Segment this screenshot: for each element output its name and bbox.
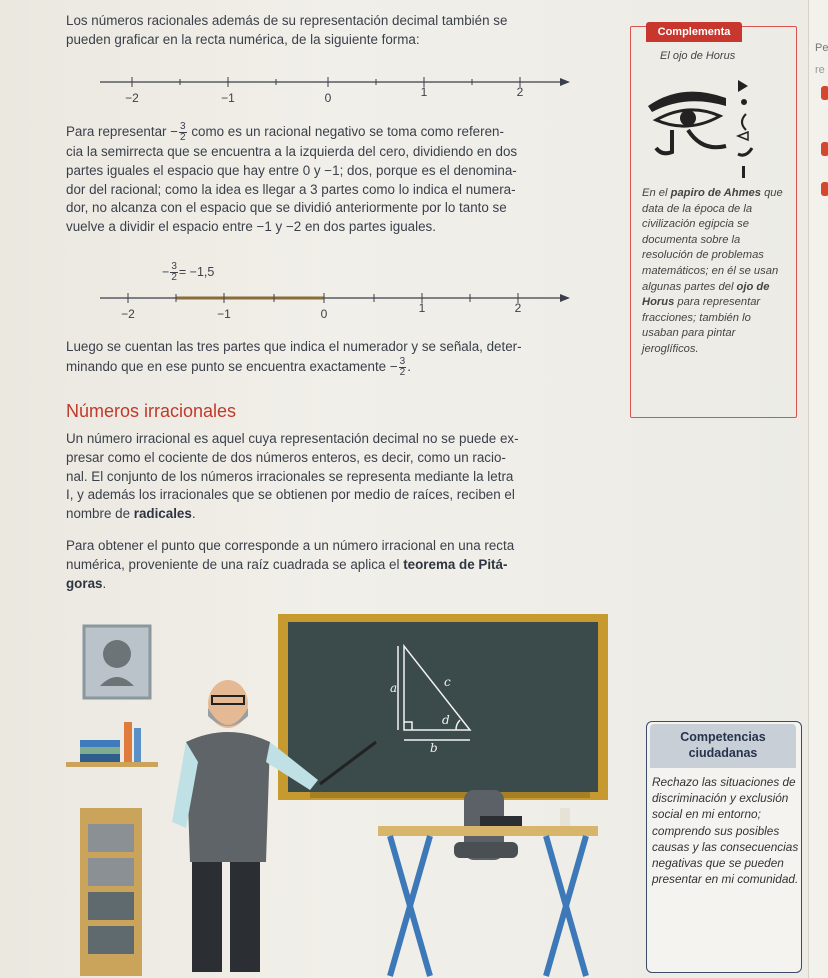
label-c: c [444, 675, 451, 689]
fraction-numerator: 3 [171, 261, 177, 272]
classroom-illustration [60, 612, 620, 978]
edge-text: re [815, 64, 825, 76]
adjacent-page-edge [808, 0, 828, 978]
para4-text: Para obtener el punto que corresponde a un número irracional en una recta [66, 538, 515, 553]
bookshelf [66, 722, 158, 767]
para2-text: . [407, 358, 411, 374]
tick-label: 1 [420, 85, 428, 99]
fraction-numerator: 3 [180, 121, 186, 132]
label-value: = −1,5 [178, 264, 215, 279]
edge-text: Pe [815, 42, 828, 54]
complementa-text-part: que data de la época de la civilización egipcia se documenta sobre la resolución de problemas matemáticos; en él se usan algunas partes del [642, 187, 783, 293]
para1-text: vuelve a dividir el espacio entre −1 y −2 en dos partes iguales. [66, 219, 436, 235]
edge-marker [821, 182, 828, 196]
fraction-denominator: 2 [180, 132, 186, 143]
fraction-value-label [162, 262, 214, 283]
number-line-mid [70, 284, 580, 326]
para2-text: Luego se cuentan las tres partes que indica el numerador y se señala, deter- [66, 339, 522, 354]
para3-text: nombre de [66, 506, 134, 522]
complementa-tab: Complementa [646, 22, 742, 42]
tick-label: −1 [217, 307, 231, 321]
paragraph-racional-negativo [66, 122, 626, 237]
para3-text: Un número irracional es aquel cuya representación decimal no se puede ex- [66, 431, 519, 446]
paragraph-conclusion [66, 338, 626, 378]
fraction [179, 122, 187, 143]
competencias-title: ciudadanas [688, 746, 758, 760]
complementa-text-part: para representar fracciones; también lo usaban para pintar jeroglíficos. [642, 296, 761, 355]
complementa-text [642, 186, 790, 358]
desk-and-chair [378, 790, 598, 976]
tick-label: 0 [320, 307, 328, 321]
para3-text: I, y además los irracionales que se obtienen por medio de raíces, reciben el [66, 487, 515, 503]
tick-label: 2 [514, 301, 522, 315]
fraction [399, 357, 407, 378]
para3-text: presar como el cociente de dos números enteros, es decir, como un racio- [66, 449, 506, 465]
eye-of-horus-illustration [642, 72, 792, 182]
intro-line-1: Los números racionales además de su representación decimal también se [66, 13, 508, 28]
cabinet [80, 808, 142, 976]
intro-line-2: pueden graficar en la recta numérica, de la siguiente forma: [66, 31, 420, 47]
para3-text: . [191, 506, 196, 522]
para4-text: numérica, proveniente de una raíz cuadrada se aplica el [66, 556, 404, 572]
section-heading: Números irracionales [66, 401, 237, 421]
edge-marker [821, 86, 828, 100]
label-a: a [390, 681, 398, 695]
para1-text: como es un racional negativo se toma como referen- [187, 124, 504, 140]
label-b: b [430, 741, 438, 755]
tick-label: 1 [418, 301, 426, 315]
competencias-title: Competencias [680, 730, 766, 744]
tick-label: 2 [516, 85, 524, 99]
tick-label: −2 [121, 307, 135, 321]
term-teorema: teorema de Pitá- [403, 556, 508, 572]
fraction-numerator: 3 [399, 355, 406, 367]
para2-text: minando que en ese punto se encuentra exactamente − [66, 358, 398, 374]
term-radicales: radicales [133, 506, 192, 522]
para1-text: partes iguales el espacio que hay entre 0 y −1; dos, porque es el denomina- [66, 162, 517, 178]
para1-text: dor, no alcanza con el espacio que se dividió anteriormente por lo tanto se [66, 200, 507, 216]
tick-label: −1 [221, 91, 235, 105]
complementa-term: ojo de Horus [642, 280, 770, 309]
fraction-denominator: 2 [399, 366, 406, 378]
para1-text: Para representar − [66, 124, 179, 140]
para1-text: dor del racional; como la idea es llegar a 3 partes como lo indica el numera- [66, 181, 516, 197]
intro-paragraph [66, 12, 626, 50]
edge-marker [821, 142, 828, 156]
paragraph-pitagoras [66, 537, 626, 593]
tick-label: 0 [324, 91, 332, 105]
competencias-text: Rechazo las situaciones de discriminación y exclusión social en mi entorno; comprendo sus posibles causas y las consecuencias negativas que se pueden presentar en mi comunidad. [652, 775, 799, 887]
label-d: d [442, 713, 450, 727]
para3-text: nal. El conjunto de los números irracionales se representa mediante la letra [66, 468, 514, 484]
complementa-subtitle: El ojo de Horus [660, 50, 736, 62]
tick-label: −2 [125, 91, 139, 105]
axis-arrow [560, 294, 570, 302]
paragraph-irracionales [66, 430, 626, 524]
axis-arrow [560, 78, 570, 86]
label-sign: − [162, 264, 170, 279]
para1-text: cia la semirrecta que se encuentra a la izquierda del cero, dividiendo en dos [66, 144, 518, 159]
complementa-text-part: En el [642, 187, 671, 199]
complementa-term: papiro de Ahmes [670, 187, 761, 199]
blackboard [278, 614, 608, 800]
competencias-header [650, 724, 796, 768]
fraction [170, 262, 178, 283]
fraction-denominator: 2 [171, 272, 177, 283]
number-line-top [70, 64, 580, 106]
term-teorema: goras [66, 575, 103, 591]
para4-text: . [102, 575, 107, 591]
portrait-frame [84, 626, 150, 698]
